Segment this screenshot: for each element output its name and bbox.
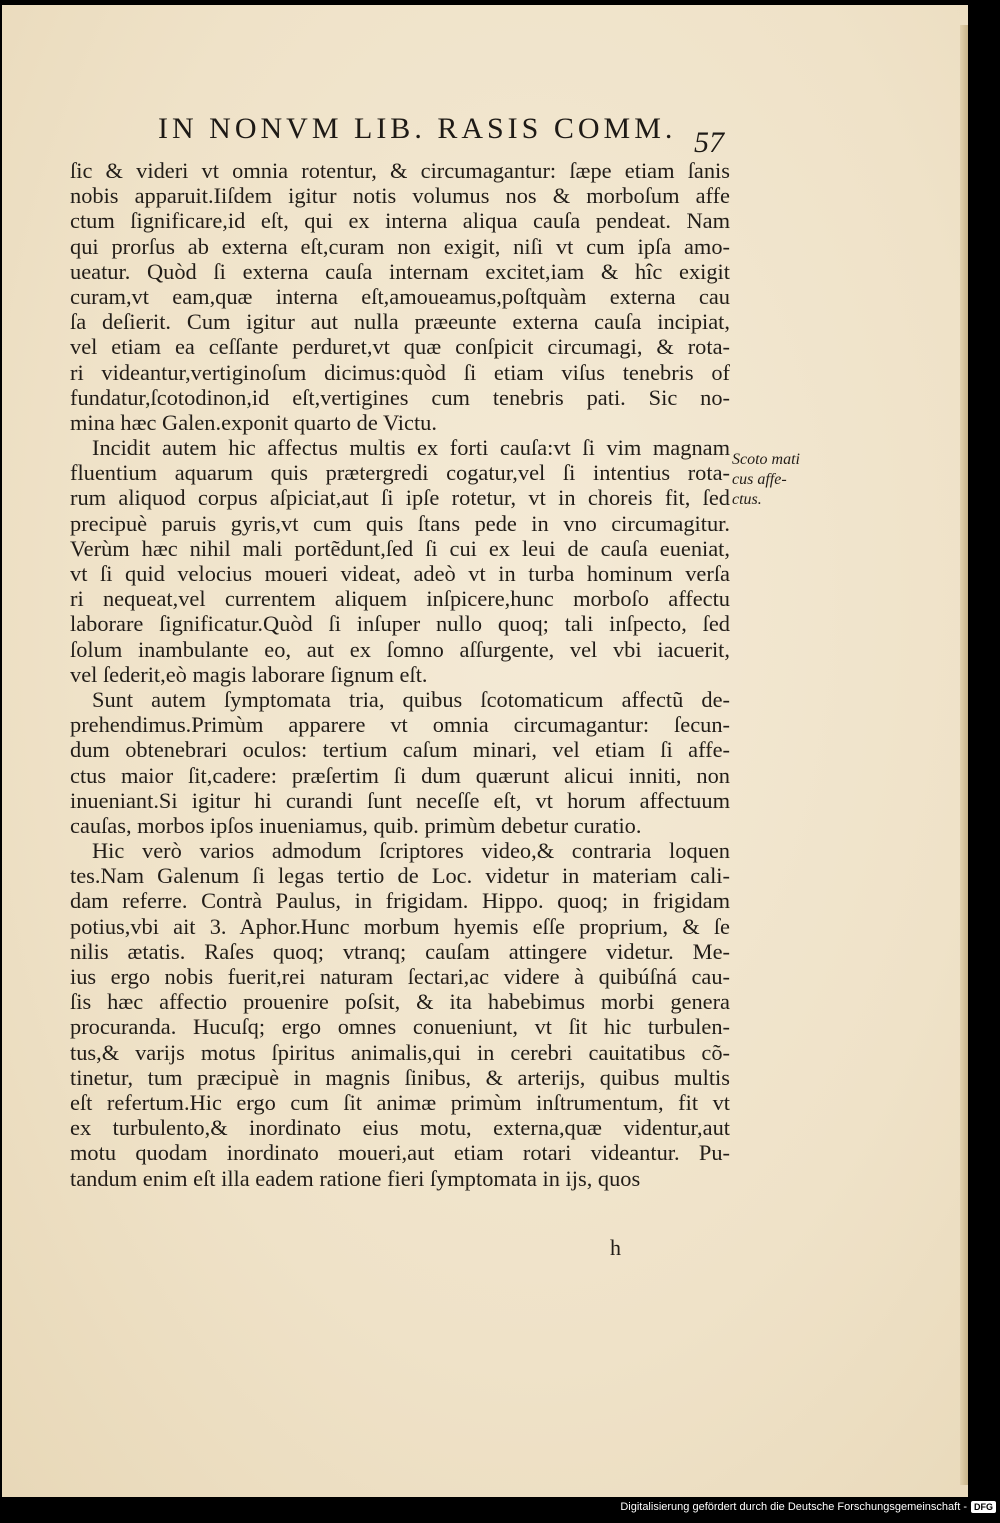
- text-line: ſolum inambulante eo, aut ex ſomno aſſurgente, vel vbi iacuerit,: [70, 636, 730, 662]
- text-line: nobis apparuit.Iiſdem igitur notis volumus nos & morboſum affe: [70, 183, 730, 209]
- text-line: vel etiam ea ceſſante perduret,vt quæ conſpicit circumagi, & rota-: [70, 334, 730, 360]
- text-line: mina hæc Galen.exponit quarto de Victu.: [70, 409, 437, 435]
- text-line: qui prorſus ab externa eſt,curam non exigit, niſi vt cum ipſa amo-: [70, 233, 730, 259]
- running-title: IN NONVM LIB. RASIS COMM.: [158, 112, 677, 145]
- text-line: motu quodam inordinato moueri,aut etiam rotari videantur. Pu-: [70, 1140, 730, 1166]
- text-line: dam referre. Contrà Paulus, in frigidam. Hippo. quoq; in frigidam: [70, 888, 730, 914]
- text-line: prehendimus.Primùm apparere vt omnia circumagantur: ſecun-: [70, 712, 730, 738]
- signature-mark: h: [610, 1235, 621, 1260]
- text-line: rum aliquod corpus aſpiciat,aut ſi ipſe rotetur, vt in choreis fit, ſed: [70, 485, 730, 511]
- marginal-note-line: Scoto mati: [732, 451, 800, 468]
- page-edge: [960, 25, 968, 1485]
- footer-credit: [620, 1499, 996, 1515]
- marginal-note-line: ctus.: [732, 491, 762, 508]
- text-line: ri videantur,vertiginoſum dicimus:quòd ſi etiam viſus tenebris of: [70, 359, 730, 385]
- text-line: tandum enim eſt illa eadem ratione fieri ſymptomata in ijs, quos: [70, 1165, 641, 1191]
- text-line: eſt refertum.Hic ergo cum ſit animæ primùm inſtrumentum, fit vt: [70, 1089, 730, 1115]
- text-line: tes.Nam Galenum ſi legas tertio de Loc. videtur in materiam cali-: [70, 863, 730, 889]
- text-line: ueatur. Quòd ſi externa cauſa internam excitet,iam & hîc exigit: [70, 258, 730, 284]
- text-line: fundatur,ſcotodinon,id eſt,vertigines cum tenebris pati. Sic no-: [70, 384, 730, 410]
- text-line: Sunt autem ſymptomata tria, quibus ſcotomaticum affectũ de-: [92, 686, 730, 712]
- text-line: potius,vbi ait 3. Aphor.Hunc morbum hyemis eſſe proprium, & ſe: [70, 913, 730, 939]
- marginal-note-line: cus affe-: [732, 471, 787, 488]
- text-line: vt ſi quid velocius moueri videat, adeò vt in turba hominum verſa: [70, 561, 730, 586]
- text-line: ſa deſierit. Cum igitur aut nulla præeunte externa cauſa incipiat,: [70, 309, 730, 335]
- text-line: Incidit autem hic affectus multis ex forti cauſa:vt ſi vim magnam: [92, 435, 730, 461]
- text-line: nilis ætatis. Raſes quoq; vtranq; cauſam attingere videtur. Me-: [70, 938, 730, 964]
- text-line: precipuè paruis gyris,vt cum quis ſtans pede in vno circumagitur.: [70, 510, 730, 536]
- text-line: ius ergo nobis fuerit,rei naturam ſectari,ac videre à quibúſná cau-: [70, 964, 730, 989]
- text-line: Hic verò varios admodum ſcriptores video,& contraria loquen: [92, 838, 730, 864]
- text-line: laborare ſignificatur.Quòd ſi inſuper nullo quoq; tali inſpecto, ſed: [70, 611, 730, 637]
- text-line: cauſas, morbos ipſos inueniamus, quib. primùm debetur curatio.: [70, 812, 642, 838]
- text-line: vel ſederit,eò magis laborare ſignum eſt.: [70, 661, 428, 687]
- marginal-note: [732, 450, 822, 510]
- text-line: ctus maior ſit,cadere: præſertim ſi dum quærunt alicui inniti, non: [70, 762, 730, 788]
- text-line: curam,vt eam,quæ interna eſt,amoueamus,poſtquàm externa cau: [70, 283, 730, 309]
- text-line: dum obtenebrari oculos: tertium caſum minari, vel etiam ſi affe-: [70, 737, 730, 763]
- body-text: [70, 158, 730, 1191]
- text-line: fluentium aquarum quis prætergredi cogatur,vel ſi intentius rota-: [70, 460, 730, 486]
- text-line: ctum ſignificare,id eſt, qui ex interna aliqua cauſa pendeat. Nam: [70, 208, 730, 234]
- page-number: 57: [694, 126, 724, 159]
- text-line: ri nequeat,vel currentem aliquem inſpicere,hunc morboſo affectu: [70, 586, 730, 612]
- text-line: inueniant.Si igitur hi curandi ſunt neceſſe eſt, vt horum affectuum: [70, 787, 730, 813]
- footer-credit-text: Digitalisierung gefördert durch die Deutsche Forschungsgemeinschaft -: [620, 1501, 967, 1513]
- text-line: ſic & videri vt omnia rotentur, & circumagantur: ſæpe etiam ſanis: [70, 158, 730, 183]
- text-line: ex turbulento,& inordinato eius motu, externa,quæ videntur,aut: [70, 1115, 730, 1141]
- text-line: procuranda. Hucuſq; ergo omnes conueniunt, vt ſit hic turbulen-: [70, 1014, 730, 1040]
- text-line: Verùm hæc nihil mali portẽdunt,ſed ſi cui ex leui de cauſa eueniat,: [70, 535, 730, 561]
- text-line: tinetur, tum præcipuè in magnis ſinibus, & arterijs, quibus multis: [70, 1064, 730, 1090]
- text-line: tus,& varijs motus ſpiritus animalis,qui in cerebri cauitatibus cõ-: [70, 1039, 730, 1065]
- text-line: ſis hæc affectio prouenire poſsit, & ita habebimus morbi genera: [70, 989, 730, 1015]
- dfg-logo: DFG: [971, 1501, 996, 1513]
